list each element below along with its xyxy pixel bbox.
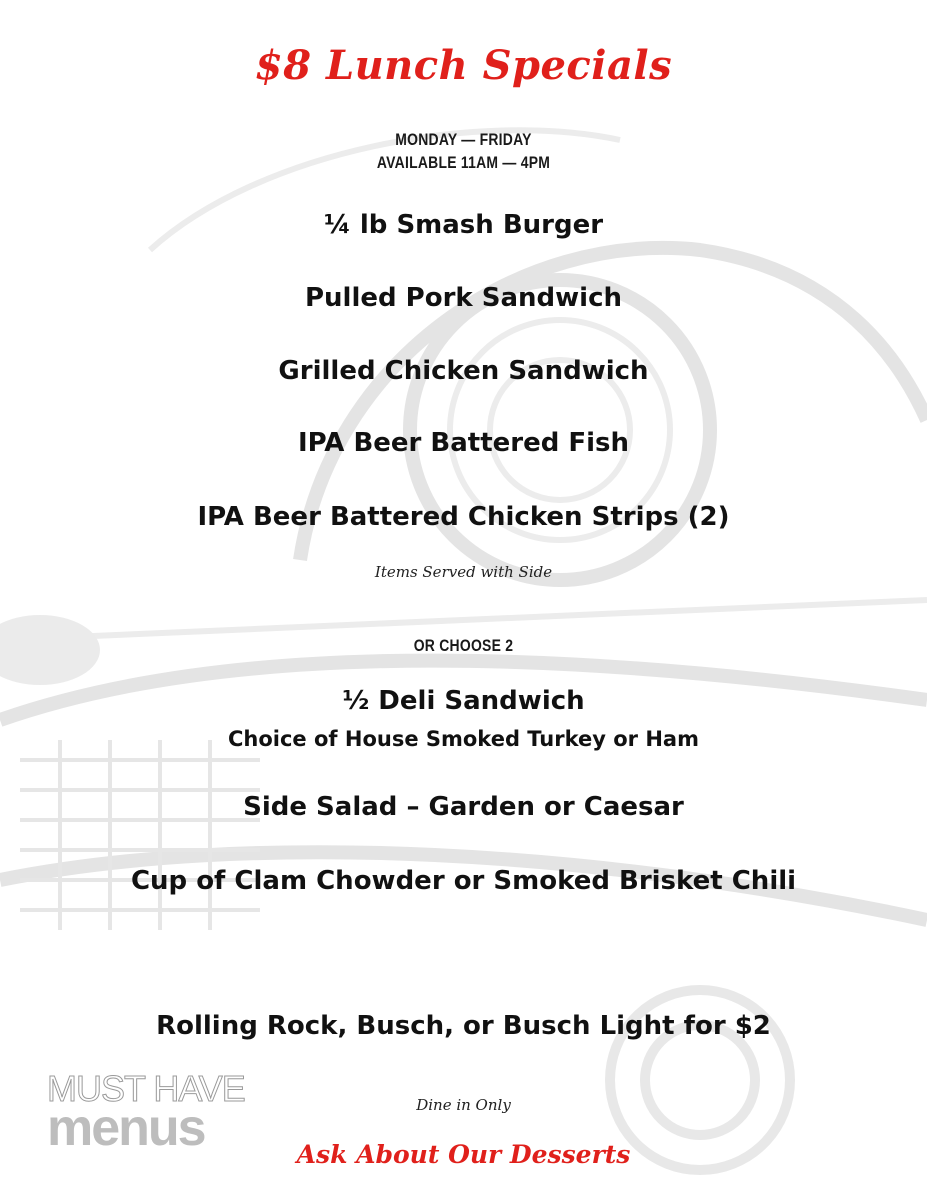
- menu-item: Grilled Chicken Sandwich: [278, 356, 649, 386]
- soup-item: Cup of Clam Chowder or Smoked Brisket Chili: [130, 866, 797, 896]
- or-choose-heading: OR CHOOSE 2: [413, 636, 514, 655]
- desserts-note: Ask About Our Desserts: [296, 1140, 631, 1169]
- schedule-hours: AVAILABLE 11AM — 4PM: [376, 153, 551, 172]
- side-salad-item: Side Salad – Garden or Caesar: [243, 792, 684, 822]
- logo-text-bottom: menus: [47, 1099, 205, 1157]
- menu-item: Pulled Pork Sandwich: [304, 283, 622, 313]
- deli-sandwich-choice: Choice of House Smoked Turkey or Ham: [228, 727, 699, 751]
- schedule-days: MONDAY — FRIDAY: [395, 130, 532, 149]
- must-have-menus-logo: [47, 1068, 282, 1157]
- dine-in-note: Dine in Only: [416, 1096, 511, 1114]
- menu-item: IPA Beer Battered Chicken Strips (2): [197, 502, 730, 532]
- menu-title: $8 Lunch Specials: [254, 42, 673, 89]
- menu-item: ¼ lb Smash Burger: [323, 210, 604, 240]
- logo-text-top: MUST HAVE: [47, 1068, 245, 1109]
- served-note: Items Served with Side: [374, 563, 553, 581]
- deli-sandwich-item: ½ Deli Sandwich: [342, 686, 585, 716]
- beer-special: Rolling Rock, Busch, or Busch Light for $2: [156, 1011, 771, 1041]
- menu-item: IPA Beer Battered Fish: [297, 428, 630, 458]
